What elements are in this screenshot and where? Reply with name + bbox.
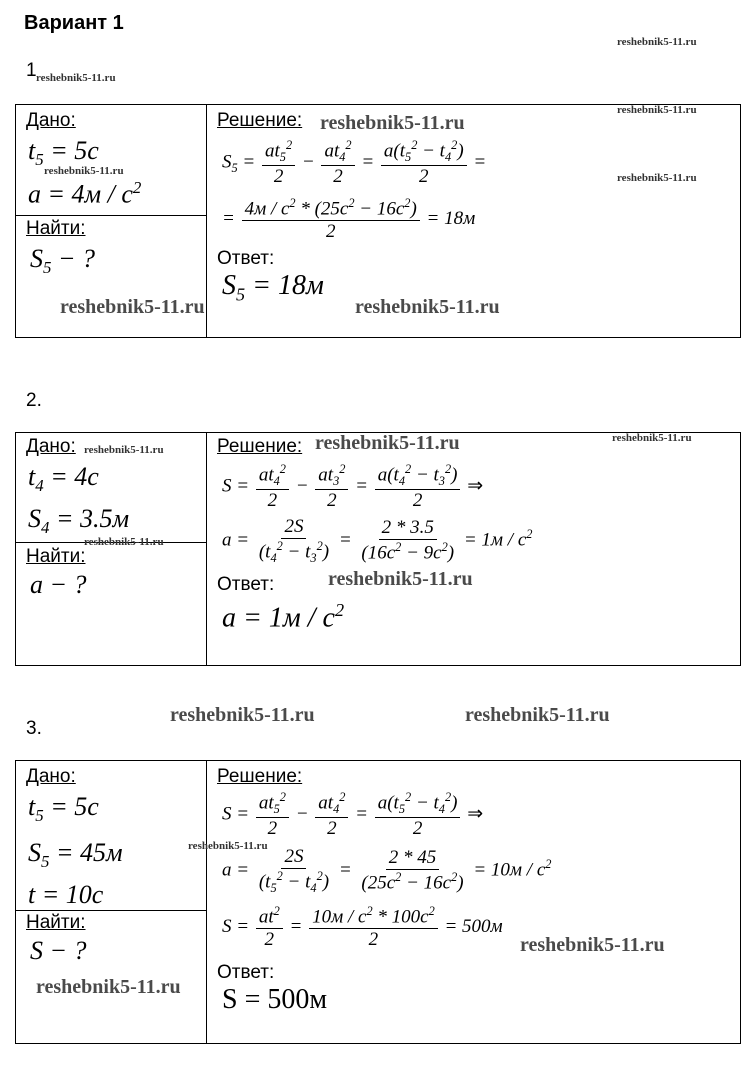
answer-value: $S_5 = 18м$ (222, 270, 324, 305)
problem-number: 3. (26, 718, 42, 739)
table-divider (206, 432, 207, 666)
watermark: reshebnik5-11.ru (617, 172, 697, 184)
find-value: S − ? (30, 936, 87, 965)
answer-label: Ответ: (217, 248, 275, 269)
watermark: reshebnik5-11.ru (328, 568, 473, 590)
solution-line: $S_5$ = $\frac{at_5^2}{2}$ − $\frac{at_4^2}{2}$ = $\frac{a(t_5^2 - t_4^2)}{2}$ = (222, 138, 487, 188)
watermark: reshebnik5-11.ru (84, 536, 164, 548)
solution-line: a = $\frac{2S}{(t_5^2 - t_4^2)}$ = $\frac{2 * 45}{(25с^2 - 16с^2)}$ = $10м / с^2$ (222, 846, 552, 896)
watermark: reshebnik5-11.ru (188, 840, 268, 852)
given-value: $S_5 = 45м$ (28, 838, 123, 872)
watermark: reshebnik5-11.ru (520, 934, 665, 956)
watermark: reshebnik5-11.ru (60, 296, 205, 318)
find-value: a − ? (30, 570, 87, 599)
problem-number: 1 (26, 60, 37, 81)
solution-label: Решение: (217, 436, 303, 457)
solution-label: Решение: (217, 110, 303, 131)
solution-line: S = $\frac{at^2}{2}$ = $\frac{10м / с^2 * 100с^2}{2}$ = 500м (222, 904, 503, 951)
answer-label: Ответ: (217, 574, 275, 595)
find-label: Найти: (26, 912, 86, 933)
watermark: reshebnik5-11.ru (315, 432, 460, 454)
watermark: reshebnik5-11.ru (170, 704, 315, 726)
given-value: $a = 4м / с^2$ (28, 178, 142, 209)
answer-label: Ответ: (217, 962, 275, 983)
find-value: $S_5$ − ? (30, 244, 95, 278)
find-label: Найти: (26, 546, 86, 567)
watermark: reshebnik5-11.ru (355, 296, 500, 318)
watermark: reshebnik5-11.ru (465, 704, 610, 726)
watermark: reshebnik5-11.ru (617, 36, 697, 48)
table-divider (15, 910, 207, 911)
given-label: Дано: (26, 436, 76, 457)
answer-value: $a = 1м / с^2$ (222, 600, 345, 634)
given-value: t = 10с (28, 880, 104, 909)
given-label: Дано: (26, 766, 76, 787)
table-divider (15, 215, 207, 216)
watermark: reshebnik5-11.ru (617, 104, 697, 116)
watermark: reshebnik5-11.ru (36, 976, 181, 998)
page-title: Вариант 1 (24, 12, 124, 34)
solution-label: Решение: (217, 766, 303, 787)
watermark: reshebnik5-11.ru (36, 72, 116, 84)
given-label: Дано: (26, 110, 76, 131)
problem-number: 2. (26, 390, 42, 411)
watermark: reshebnik5-11.ru (320, 112, 465, 134)
given-value: $t_5 = 5с$ (28, 136, 99, 170)
solution-line: S = $\frac{at_4^2}{2}$ − $\frac{at_3^2}{2}$ = $\frac{a(t_4^2 - t_3^2)}{2}$ ⇒ (222, 462, 484, 512)
find-label: Найти: (26, 218, 86, 239)
watermark: reshebnik5-11.ru (612, 432, 692, 444)
solution-line: S = $\frac{at_5^2}{2}$ − $\frac{at_4^2}{2}$ = $\frac{a(t_5^2 - t_4^2)}{2}$ ⇒ (222, 790, 484, 840)
given-value: $S_4 = 3.5м$ (28, 504, 130, 538)
given-value: $t_5 = 5с$ (28, 792, 99, 826)
answer-value: S = 500м (222, 984, 328, 1015)
table-divider (206, 104, 207, 338)
table-divider (206, 760, 207, 1044)
watermark: reshebnik5-11.ru (84, 444, 164, 456)
solution-line: = $\frac{4м / с^2 * (25с^2 - 16с^2)}{2}$ = 18м (222, 196, 476, 243)
solution-line: a = $\frac{2S}{(t_4^2 - t_3^2)}$ = $\frac{2 * 3.5}{(16с^2 - 9с^2)}$ = $1м / с^2$ (222, 516, 533, 566)
given-value: $t_4 = 4с$ (28, 462, 99, 496)
watermark: reshebnik5-11.ru (44, 165, 124, 177)
